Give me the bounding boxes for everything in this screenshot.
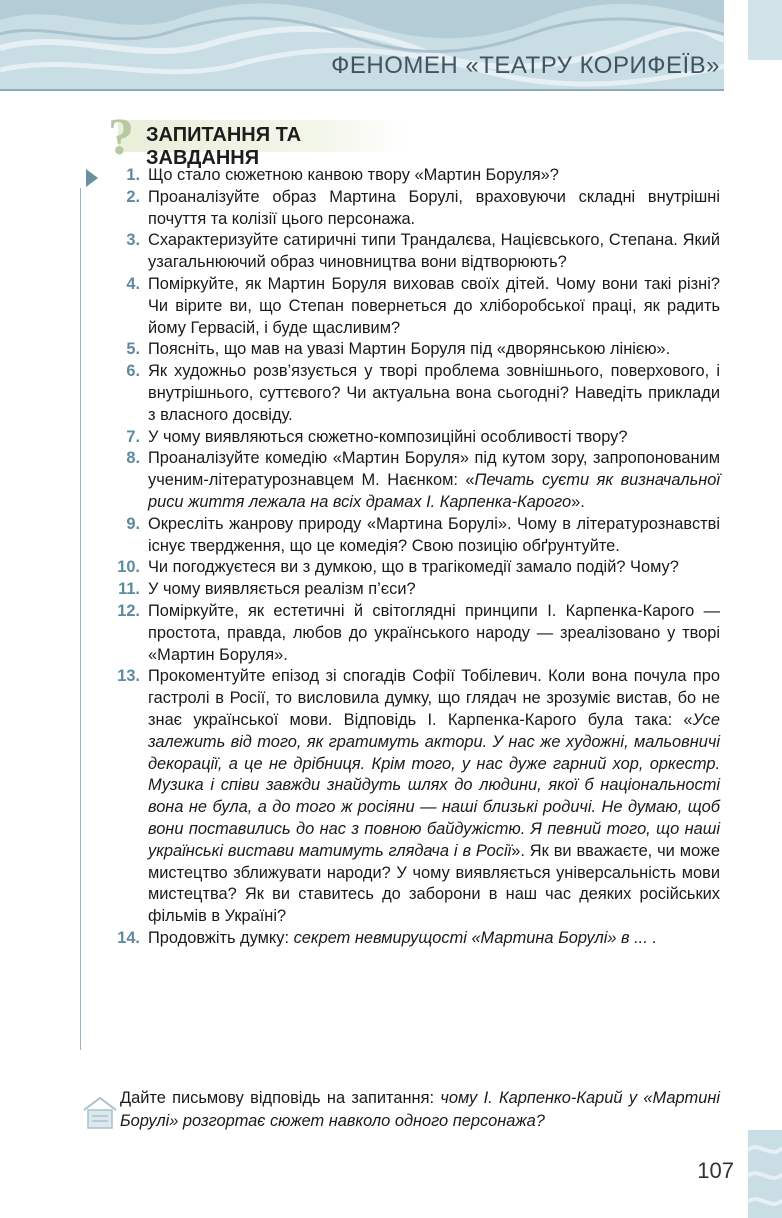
- question-number: 8.: [126, 449, 140, 468]
- question-number: 10.: [117, 558, 140, 577]
- question-item: [104, 579, 720, 601]
- text-run: Чи погоджуєтеся ви з думкою, що в трагікомедії замало подій? Чому?: [148, 558, 679, 577]
- text-run: Поміркуйте, як естетичні й світоглядні принципи І. Карпенка-Карого — простота, правда, любов до українського народу — зреалізовано у творі «Мартин Боруля».: [148, 601, 720, 664]
- question-text: [148, 448, 720, 513]
- question-number: 7.: [126, 427, 140, 446]
- question-text: [148, 339, 720, 361]
- text-run: Окресліть жанрову природу «Мартина Борулі». Чому в літературознавстві існує твердження, що це комедія? Свою позицію обґрунтуйте.: [148, 514, 720, 555]
- question-text: [148, 230, 720, 274]
- text-run: ».: [571, 492, 585, 511]
- question-text: [148, 274, 720, 339]
- question-item: [104, 165, 720, 187]
- question-text: [148, 666, 720, 928]
- question-text: [148, 187, 720, 231]
- question-number: 9.: [126, 514, 140, 533]
- question-number: 4.: [126, 274, 140, 293]
- question-number: 13.: [117, 667, 140, 686]
- questions-list: [104, 165, 720, 950]
- question-number: 12.: [117, 601, 140, 620]
- edge-strip-bottom: [748, 1130, 782, 1218]
- question-number: 6.: [126, 362, 140, 381]
- question-item: [104, 557, 720, 579]
- section-heading: [100, 109, 416, 169]
- question-text: [148, 579, 720, 601]
- text-run: Продовжіть думку:: [148, 928, 294, 947]
- text-run: Схарактеризуйте сатиричні типи Трандалєва, Націєвського, Степана. Який узагальнюючий образ чиновництва вони відтворюють?: [148, 231, 720, 272]
- question-text: [148, 427, 720, 449]
- text-run: Дайте письмову відповідь на запитання:: [120, 1089, 441, 1107]
- text-run: У чому виявляється реалізм п’єси?: [148, 580, 416, 599]
- question-item: [104, 601, 720, 666]
- text-run: ». Як ви вважаєте, чи може мистецтво зближувати народи? У чому виявляється універсальність мови мистецтва? Як ви ставитесь до заборони в наш час деяких російських фільмів в Україні?: [148, 841, 720, 926]
- text-run: У чому виявляються сюжетно-композиційні особливості твору?: [148, 427, 628, 446]
- italic-quote: секрет невмирущості «Мартина Борулі» в ... .: [293, 928, 657, 947]
- question-item: [104, 427, 720, 449]
- question-text: [148, 514, 720, 558]
- question-number: 5.: [126, 340, 140, 359]
- text-run: Проаналізуйте образ Мартина Борулі, враховуючи складні внутрішні почуття та колізії цього персонажа.: [148, 187, 720, 228]
- question-item: [104, 339, 720, 361]
- question-number: 14.: [117, 928, 140, 947]
- question-item: [104, 666, 720, 928]
- question-number: 11.: [118, 580, 140, 599]
- question-item: [104, 928, 720, 950]
- side-rule: [80, 188, 81, 1050]
- header-rule: [0, 89, 724, 91]
- edge-strip-top: [748, 0, 782, 60]
- question-text: [148, 165, 720, 187]
- page-number: 107: [697, 1158, 734, 1183]
- question-mark-icon: ?: [108, 109, 134, 166]
- question-number: 2.: [126, 187, 140, 206]
- italic-quote: Усе залежить від того, як гратимуть актори. У нас же художні, мальовничі декорації, а це не дрібниця. Крім того, у нас дуже гарний хор, оркестр. Музика і співи завжди знайдуть шлях до людини, якої б національності вона не була, а до того ж росіяни — наші близькі родичі. Не думаю, щоб вони поставились до нас з повною байдужістю. Я певний того, що наші українські вистави матимуть глядача і в Росії: [148, 710, 720, 860]
- question-item: [104, 448, 720, 513]
- question-item: [104, 514, 720, 558]
- italic-quote: чому І. Карпенко-Карий у «Мартині Борулі» розгортає сюжет навколо одного персонажа?: [120, 1089, 720, 1130]
- text-run: Поясніть, що мав на увазі Мартин Боруля під «дворянською лінією».: [148, 340, 671, 359]
- question-number: 1.: [126, 166, 140, 184]
- question-text: [148, 361, 720, 426]
- question-item: [104, 361, 720, 426]
- question-item: [104, 187, 720, 231]
- italic-quote: Печать суєти як визначальної риси життя лежала на всіх драмах І. Карпенка-Карого: [148, 471, 720, 511]
- section-title: ЗАПИТАННЯ ТА ЗАВДАННЯ: [146, 124, 302, 169]
- running-title: ФЕНОМЕН «ТЕАТРУ КОРИФЕЇВ»: [331, 52, 720, 79]
- text-run: Прокоментуйте епізод зі спогадів Софії Тобілевич. Коли вона почула про гастролі в Росії, то висловила думку, що глядач не зрозуміє вистав, бо не знає української мови. Відповідь І. Карпенка-Карого була така: «: [148, 667, 720, 729]
- arrow-marker-icon: [86, 169, 98, 187]
- text-run: Що стало сюжетною канвою твору «Мартин Боруля»?: [148, 166, 559, 184]
- text-run: Проаналізуйте комедію «Мартин Боруля» під кутом зору, запропонованим ученим-літературознавцем М. Наєнком: «: [148, 449, 720, 490]
- question-text: [148, 557, 720, 579]
- question-item: [104, 230, 720, 274]
- written-task: [120, 1087, 720, 1133]
- text-run: Як художньо розв’язується у творі проблема зовнішнього, поверхового, і внутрішнього, суттєвого? Чи актуальна вона сьогодні? Наведіть приклади з власного досвіду.: [148, 362, 720, 424]
- text-run: Поміркуйте, як Мартин Боруля виховав своїх дітей. Чому вони такі різні? Чи вірите ви, що Степан повернеться до хліборобської праці, як радить йому Гервасій, і буде щасливим?: [148, 274, 720, 337]
- house-writing-icon: [80, 1092, 120, 1132]
- question-number: 3.: [126, 231, 140, 250]
- question-item: [104, 274, 720, 339]
- question-text: [148, 601, 720, 666]
- question-text: [148, 928, 720, 950]
